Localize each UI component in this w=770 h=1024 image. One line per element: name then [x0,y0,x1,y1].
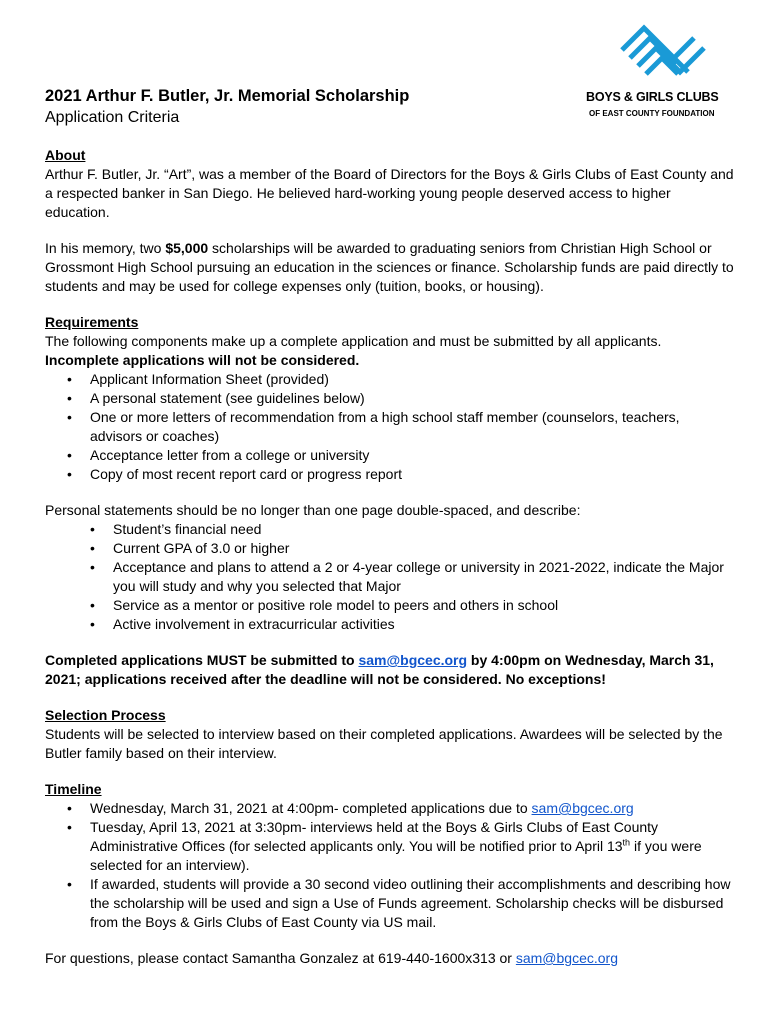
list-item: • Service as a mentor or positive role model to peers and others in school [45,596,735,615]
list-item: • Tuesday, April 13, 2021 at 3:30pm- interviews held at the Boys & Girls Clubs of East County Administrative Offices (for selected applicants only. You will be notified prior to April 13th if you were selected for an interview). [45,818,735,875]
statements-list [45,520,735,634]
timeline-email-link[interactable]: sam@bgcec.org [531,800,634,816]
selection-heading: Selection Process [45,707,166,723]
selection-paragraph: Students will be selected to interview based on their completed applications. Awardees will be selected by the Butler family based on their interview. [45,726,723,761]
contact-line: For questions, please contact Samantha Gonzalez at 619-440-1600x313 or sam@bgcec.org [45,950,619,966]
logo-line2: OF EAST COUNTY FOUNDATION [589,109,715,118]
page-title: 2021 Arthur F. Butler, Jr. Memorial Scholarship [45,87,410,105]
about-heading: About [45,147,86,163]
statements-intro: Personal statements should be no longer than one page double-spaced, and describe: [45,502,581,518]
list-item: • A personal statement (see guidelines below) [45,389,735,408]
list-item: • Wednesday, March 31, 2021 at 4:00pm- completed applications due to sam@bgcec.org [45,799,735,818]
requirements-heading: Requirements [45,314,139,330]
list-item: • Student’s financial need [45,520,735,539]
timeline-list [45,799,735,932]
document-body [45,86,735,968]
list-item: • Acceptance letter from a college or university [45,446,735,465]
deadline-notice: Completed applications MUST be submitted to sam@bgcec.org by 4:00pm on Wednesday, March 31, 2021; applications received after the deadline will not be considered. No exceptions! [45,652,714,687]
requirements-warning: Incomplete applications will not be considered. [45,352,360,368]
logo-line1: BOYS & GIRLS CLUBS [586,90,719,104]
scholarship-text-before: In his memory, two [45,240,166,256]
list-item: • Applicant Information Sheet (provided) [45,370,735,389]
requirements-intro: The following components make up a complete application and must be submitted by all applicants. [45,333,662,349]
about-paragraph: Arthur F. Butler, Jr. “Art”, was a member of the Board of Directors for the Boys & Girls Clubs of East County and a respected banker in San Diego. He believed hard-working young people deserved access to higher education. [45,166,734,220]
list-item: • Current GPA of 3.0 or higher [45,539,735,558]
hands-logo-icon [618,24,710,86]
list-item: • Active involvement in extracurricular activities [45,615,735,634]
list-item: • Copy of most recent report card or progress report [45,465,735,484]
list-item: • Acceptance and plans to attend a 2 or 4-year college or university in 2021-2022, indicate the Major you will study and why you selected that Major [45,558,735,596]
list-item: • One or more letters of recommendation from a high school staff member (counselors, teachers, advisors or coaches) [45,408,735,446]
scholarship-amount: $5,000 [165,240,209,256]
requirements-list [45,370,735,484]
deadline-email-link[interactable]: sam@bgcec.org [358,652,468,668]
list-item: • If awarded, students will provide a 30 second video outlining their accomplishments and describing how the scholarship will be used and sign a Use of Funds agreement. Scholarship checks will be disbursed from the Boys & Girls Clubs of East County via US mail. [45,875,735,932]
scholarship-text-after: scholarships will be awarded to graduating seniors from Christian High School or Grossmont High School pursuing an education in the sciences or finance. Scholarship funds are paid directly to students and may be used for college expenses only (tuition, books, or housing). [45,240,734,294]
page-subtitle: Application Criteria [45,109,180,126]
timeline-heading: Timeline [45,781,102,797]
scholarship-paragraph [45,239,735,296]
contact-email-link[interactable]: sam@bgcec.org [515,950,619,966]
